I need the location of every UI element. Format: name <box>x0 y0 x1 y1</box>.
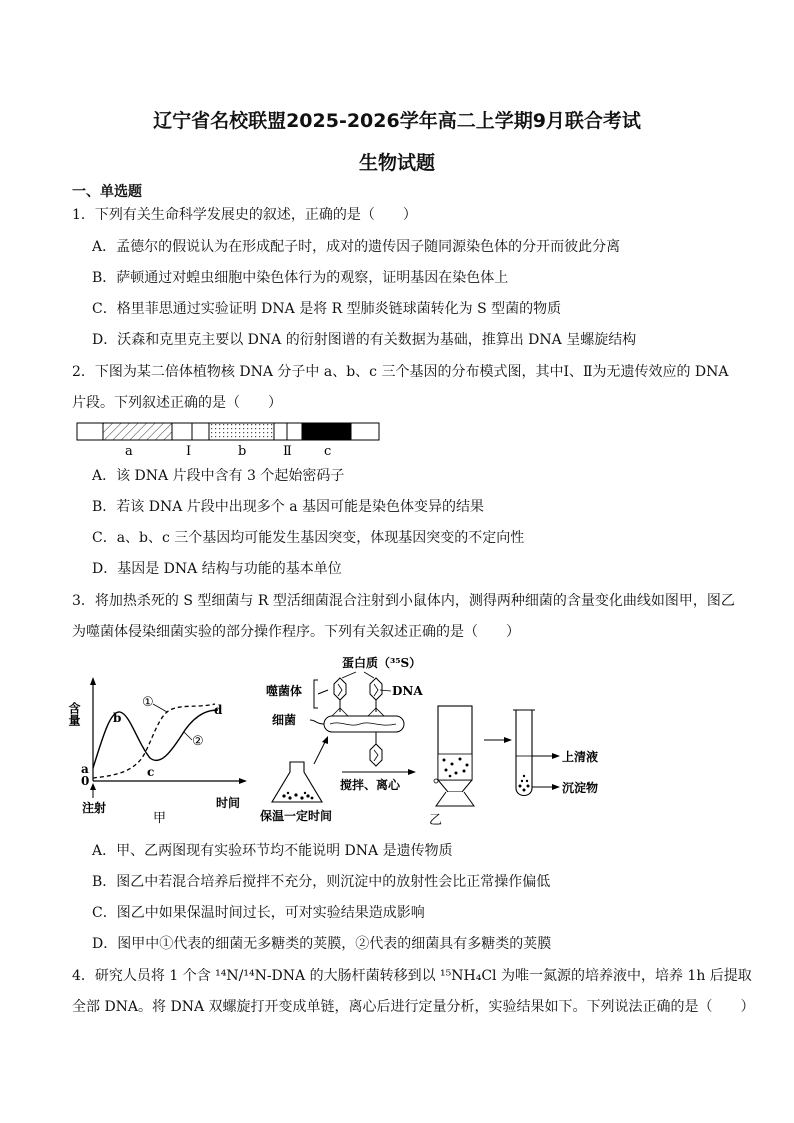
dna-segment-figure <box>74 419 384 461</box>
question-2-option-b: B．若该 DNA 片段中出现多个 a 基因可能是染色体变异的结果 <box>92 499 485 515</box>
jia-curve-1-label: ① <box>142 695 154 710</box>
jia-time-label: 时间 <box>216 796 241 810</box>
question-1-option-a: A．孟德尔的假说认为在形成配子时，成对的遗传因子随同源染色体的分开而彼此分离 <box>92 239 621 255</box>
question-2-option-a: A．该 DNA 片段中含有 3 个起始密码子 <box>92 468 345 484</box>
yi-caption: 乙 <box>429 813 443 828</box>
section-heading: 一、单选题 <box>72 184 142 200</box>
yi-phage-1 <box>332 678 348 716</box>
label-roman-2: Ⅱ <box>283 444 292 459</box>
question-2-stem-line-2: 片段。下列叙述正确的是（ ） <box>72 395 282 411</box>
jia-point-a: a <box>81 762 89 776</box>
yi-protein-label: 蛋白质（³⁵S） <box>342 656 422 670</box>
gene-b-segment <box>209 423 274 440</box>
yi-precipitate-label: 沉淀物 <box>562 781 599 795</box>
yi-incubate-label: 保温一定时间 <box>260 809 333 823</box>
question-1-option-b: B．萨顿通过对蝗虫细胞中染色体行为的观察，证明基因在染色体上 <box>92 270 509 286</box>
jia-point-c: c <box>147 765 155 779</box>
yi-phage-2 <box>368 678 384 716</box>
gene-a-segment <box>103 423 172 440</box>
jia-curve-2-label: ② <box>192 734 204 749</box>
label-b: b <box>238 444 247 459</box>
question-1-option-d: D．沃森和克里克主要以 DNA 的衍射图谱的有关数据为基础，推算出 DNA 呈螺旋结构 <box>92 332 637 348</box>
question-4-stem-line-1: 4．研究人员将 1 个含 ¹⁴N/¹⁴N-DNA 的大肠杆菌转移到以 ¹⁵NH₄Cl 为唯一氮源的培养液中，培养 1h 后提取 <box>72 968 752 984</box>
yi-stir-label: 搅拌、离心 <box>340 778 401 792</box>
yi-dna-label: DNA <box>392 684 423 698</box>
jia-y-label: 含量 <box>67 702 81 726</box>
page-subtitle: 生物试题 <box>358 152 435 174</box>
question-3-option-c: C．图乙中如果保温时间过长，可对实验结果造成影响 <box>92 905 425 921</box>
question-3-stem-line-1: 3．将加热杀死的 S 型细菌与 R 型活细菌混合注射到小鼠体内，测得两种细菌的含量变化曲线如图甲，图乙 <box>72 593 735 609</box>
question-2-stem-line-1: 2．下图为某二倍体植物核 DNA 分子中 a、b、c 三个基因的分布模式图，其中Ⅰ、Ⅱ为无遗传效应的 DNA <box>72 364 729 380</box>
question-2-option-d: D．基因是 DNA 结构与功能的基本单位 <box>92 561 342 577</box>
label-a: a <box>125 444 133 459</box>
question-3-stem-line-2: 为噬菌体侵染细菌实验的部分操作程序。下列有关叙述正确的是（ ） <box>72 624 520 640</box>
question-3-option-b: B．图乙中若混合培养后搅拌不充分，则沉淀中的放射性会比正常操作偏低 <box>92 874 551 890</box>
label-c: c <box>324 444 332 459</box>
gene-c-segment <box>302 423 351 440</box>
yi-blender <box>434 706 474 806</box>
question-3-option-a: A．甲、乙两图现有实验环节均不能说明 DNA 是遗传物质 <box>92 843 453 859</box>
page-title: 辽宁省名校联盟2025-2026学年高二上学期9月联合考试 <box>153 110 641 132</box>
yi-flask <box>272 762 322 802</box>
yi-test-tube <box>513 710 535 796</box>
question-3-option-d: D．图甲中①代表的细菌无多糖类的荚膜，②代表的细菌具有多糖类的荚膜 <box>92 936 552 952</box>
jia-inject-label: 注射 <box>82 801 107 815</box>
label-roman-1: Ⅰ <box>186 444 192 459</box>
question-4-stem-line-2: 全部 DNA。将 DNA 双螺旋打开变成单链，离心后进行定量分析，实验结果如下。下列说法正确的是（ ） <box>72 999 755 1015</box>
figure-yi-phage-experiment <box>260 650 630 830</box>
jia-origin-label: 0 <box>81 774 90 788</box>
figure-jia-bacteria-curves <box>67 670 260 830</box>
jia-point-d: d <box>214 703 223 717</box>
jia-caption: 甲 <box>153 811 167 826</box>
question-1-option-c: C．格里菲思通过实验证明 DNA 是将 R 型肺炎链球菌转化为 S 型菌的物质 <box>92 301 562 317</box>
yi-phage-label: 噬菌体 <box>266 684 303 698</box>
question-1-stem: 1．下列有关生命科学发展史的叙述，正确的是（ ） <box>72 207 417 223</box>
jia-point-b: b <box>113 711 122 725</box>
yi-phage-3 <box>370 732 382 766</box>
yi-bacterium-cell <box>324 716 404 732</box>
yi-supernatant-label: 上清液 <box>562 750 599 764</box>
yi-bacteria-label: 细菌 <box>272 713 297 727</box>
question-2-option-c: C．a、b、c 三个基因均可能发生基因突变，体现基因突变的不定向性 <box>92 530 525 546</box>
